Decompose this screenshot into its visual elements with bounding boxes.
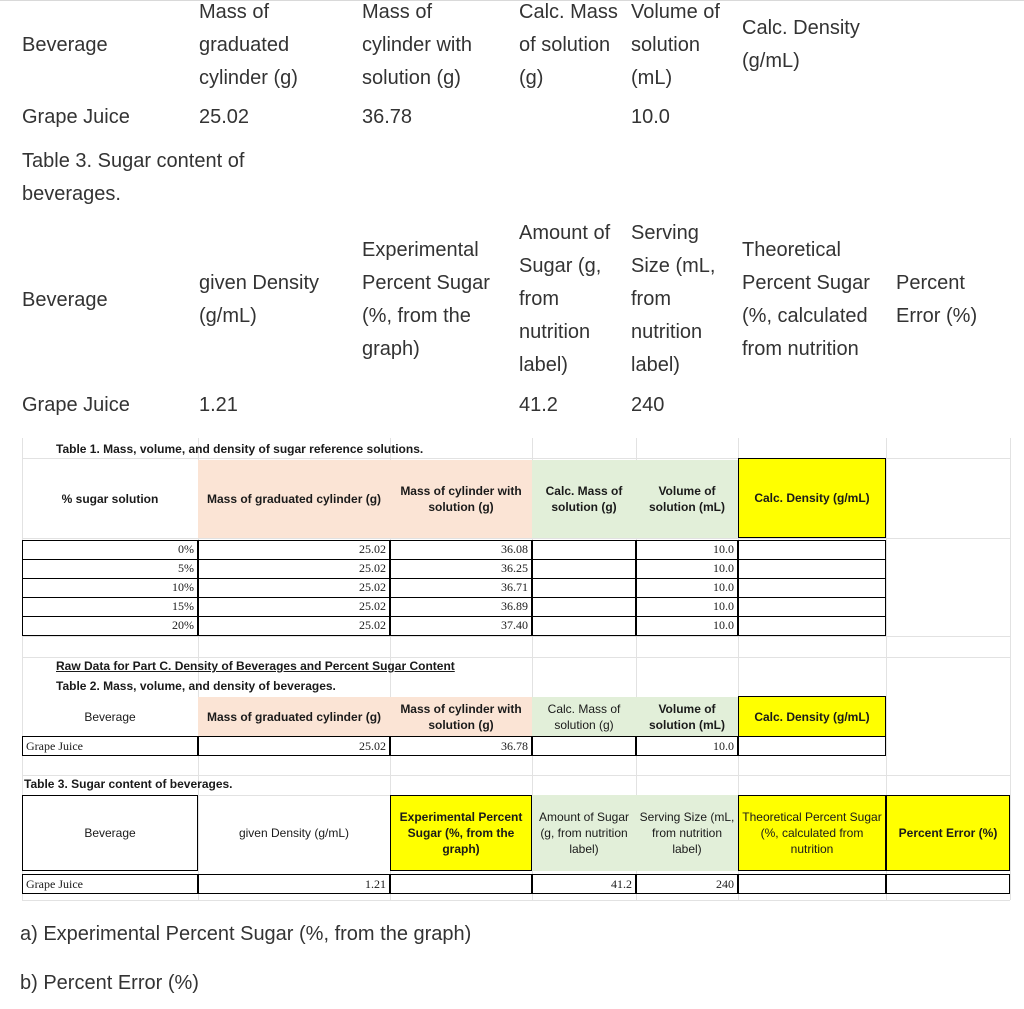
table1-caption: Table 1. Mass, volume, and density of sugar reference solutions. (56, 442, 424, 456)
grid-line (22, 775, 1010, 776)
top-rule (0, 0, 1024, 1)
header-calc-mass: Calc. Mass of solution (g) (519, 1, 618, 89)
grid-line (22, 657, 1010, 658)
t1-cell-pct: 20% (22, 616, 198, 636)
row-mass-graduated: 25.02 (199, 106, 250, 128)
t1-cell-cyl: 37.40 (390, 616, 532, 636)
header-serving-size: Serving Size (mL, from nutrition label) (631, 222, 716, 376)
t3-row-amount: 41.2 (532, 874, 636, 894)
t1-cell-calc (532, 616, 636, 636)
t1-cell-calc (532, 578, 636, 598)
t1-header-pct: % sugar solution (61, 492, 159, 506)
t1-cell-vol: 10.0 (636, 597, 738, 617)
t1-cell-dens (738, 578, 886, 598)
header-mass-graduated: Mass of graduated cylinder (g) (199, 1, 298, 89)
t3-header-theo: Theoretical Percent Sugar (%, calculated from nutrition (738, 795, 886, 871)
t1-cell-dens (738, 559, 886, 579)
header-beverage: Beverage (22, 289, 108, 311)
t1-cell-grad: 25.02 (198, 559, 390, 579)
t1-cell-grad: 25.02 (198, 578, 390, 598)
row-beverage: Grape Juice (22, 394, 130, 416)
t3-header-serving: Serving Size (mL, from nutrition label) (636, 795, 738, 871)
t2-row-grad: 25.02 (198, 736, 390, 756)
t3-header-err: Percent Error (%) (886, 795, 1010, 871)
t1-cell-pct: 15% (22, 597, 198, 617)
t1-cell-vol: 10.0 (636, 540, 738, 560)
t2-header-calc: Calc. Mass of solution (g) (532, 697, 636, 736)
t3-row-given: 1.21 (198, 874, 390, 894)
grid-line (1010, 438, 1011, 900)
t1-header-dens: Calc. Density (g/mL) (738, 458, 886, 538)
t1-header-vol: Volume of solution (mL) (636, 460, 738, 538)
t1-cell-calc (532, 559, 636, 579)
t1-cell-vol: 10.0 (636, 559, 738, 579)
row-serving-size: 240 (631, 394, 665, 416)
header-volume: Volume of solution (mL) (631, 1, 720, 89)
t1-cell-grad: 25.02 (198, 597, 390, 617)
partc-title: Raw Data for Part C. Density of Beverages and Percent Sugar Content (56, 659, 455, 673)
row-beverage: Grape Juice (22, 106, 130, 128)
t3-header-bev: Beverage (22, 795, 198, 871)
t2-header-bev: Beverage (84, 709, 136, 724)
grid-line (22, 636, 1010, 637)
t2-row-vol: 10.0 (636, 736, 738, 756)
t1-cell-vol: 10.0 (636, 616, 738, 636)
t2-header-vol: Volume of solution (mL) (636, 697, 738, 736)
t2-header-cyl: Mass of cylinder with solution (g) (390, 697, 532, 736)
question-a: a) Experimental Percent Sugar (%, from the graph) (20, 923, 472, 945)
t2-row-dens (738, 736, 886, 756)
t1-cell-pct: 5% (22, 559, 198, 579)
t2-row-bev: Grape Juice (22, 736, 198, 756)
t3-row-exp (390, 874, 532, 894)
t1-header-grad: Mass of graduated cylinder (g) (198, 460, 390, 538)
t1-cell-grad: 25.02 (198, 540, 390, 560)
t3-header-given: given Density (g/mL) (238, 826, 350, 840)
t2-header-dens: Calc. Density (g/mL) (738, 696, 886, 737)
t1-cell-pct: 10% (22, 578, 198, 598)
t3-row-err (886, 874, 1010, 894)
t2-header-grad: Mass of graduated cylinder (g) (198, 697, 390, 736)
t3-header-exp: Experimental Percent Sugar (%, from the graph) (390, 795, 532, 871)
t1-cell-vol: 10.0 (636, 578, 738, 598)
grid-line (22, 538, 1010, 539)
header-mass-cylinder-solution: Mass of cylinder with solution (g) (362, 1, 473, 89)
t1-cell-calc (532, 540, 636, 560)
t1-header-cyl: Mass of cylinder with solution (g) (390, 460, 532, 538)
t1-cell-grad: 25.02 (198, 616, 390, 636)
row-mass-cylinder: 36.78 (362, 106, 413, 128)
t2-row-calc (532, 736, 636, 756)
t1-cell-calc (532, 597, 636, 617)
table2-caption: Table 2. Mass, volume, and density of beverages. (56, 679, 336, 693)
t1-cell-cyl: 36.89 (390, 597, 532, 617)
t2-row-cyl: 36.78 (390, 736, 532, 756)
header-percent-error: Percent Error (%) (896, 272, 978, 327)
t3-header-amount: Amount of Sugar (g, from nutrition label) (532, 795, 636, 871)
t1-header-calc: Calc. Mass of solution (g) (532, 460, 636, 538)
t1-cell-cyl: 36.08 (390, 540, 532, 560)
t3-row-serving: 240 (636, 874, 738, 894)
header-amount-sugar: Amount of Sugar (g, from nutrition label) (519, 222, 611, 376)
row-volume: 10.0 (631, 106, 670, 128)
question-b: b) Percent Error (%) (20, 972, 199, 994)
table3-title: Table 3. Sugar content of beverages. (22, 150, 245, 205)
header-calc-density: Calc. Density (g/mL) (742, 17, 860, 72)
t1-cell-dens (738, 597, 886, 617)
header-experimental-percent: Experimental Percent Sugar (%, from the graph) (362, 239, 490, 360)
t3-row-bev: Grape Juice (22, 874, 198, 894)
t1-cell-pct: 0% (22, 540, 198, 560)
row-amount-sugar: 41.2 (519, 394, 558, 416)
t1-cell-cyl: 36.71 (390, 578, 532, 598)
grid-line (22, 900, 1010, 901)
header-theoretical-percent: Theoretical Percent Sugar (%, calculated from nutrition (742, 239, 870, 360)
t1-cell-cyl: 36.25 (390, 559, 532, 579)
header-given-density: given Density (g/mL) (199, 272, 320, 327)
row-given-density: 1.21 (199, 394, 238, 416)
t1-cell-dens (738, 616, 886, 636)
table3-caption: Table 3. Sugar content of beverages. (24, 777, 233, 791)
t3-row-theo (738, 874, 886, 894)
t1-cell-dens (738, 540, 886, 560)
header-beverage: Beverage (22, 34, 108, 56)
